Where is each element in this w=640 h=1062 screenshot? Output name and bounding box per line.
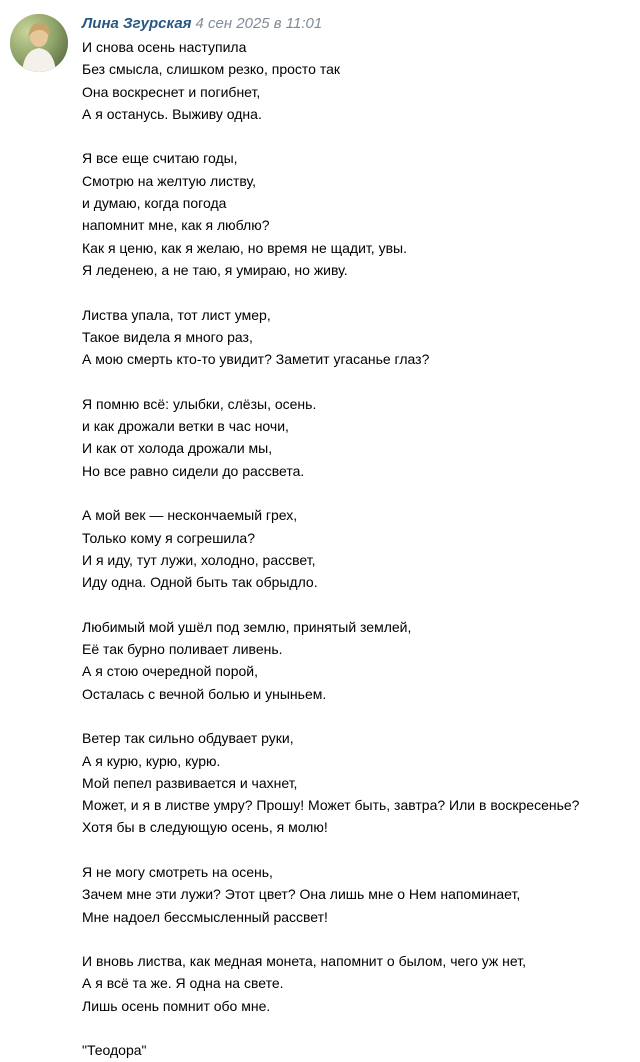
poem-line: и как дрожали ветки в час ночи, xyxy=(82,418,289,435)
poem-line: И снова осень наступила xyxy=(82,39,247,55)
stanza-gap xyxy=(82,839,632,861)
poem-line: напомнит мне, как я люблю? xyxy=(82,217,270,234)
poem-line: Ветер так сильно обдувает руки, xyxy=(82,730,294,747)
poem-line: А я стою очередной порой, xyxy=(82,663,258,680)
poem-line: Мне надоел бессмысленный рассвет! xyxy=(82,908,328,925)
poem-line: Но все равно сидели до рассвета. xyxy=(82,462,305,479)
poem-line: Мой пепел развивается и чахнет, xyxy=(82,774,298,791)
poem-line: Я не могу смотреть на осень, xyxy=(82,863,273,880)
stanza-gap xyxy=(82,705,632,727)
post-date[interactable]: 4 сен 2025 в 11:01 xyxy=(195,15,323,32)
stanza-gap xyxy=(82,370,632,392)
poem-line: Осталась с вечной болью и уныньем. xyxy=(82,685,327,702)
poem-line: "Теодора" xyxy=(82,1042,147,1059)
stanza-gap xyxy=(82,482,632,504)
poem-line: Смотрю на желтую листву, xyxy=(82,172,257,189)
poem-line: А я курю, курю, курю. xyxy=(82,752,221,769)
poem-line: А я останусь. Выживу одна. xyxy=(82,105,262,122)
poem-line: Только кому я согрешила? xyxy=(82,529,255,546)
poem-line: Любимый мой ушёл под землю, принятый землей, xyxy=(82,618,412,635)
poem-line: Зачем мне эти лужи? Этот цвет? Она лишь мне о Нем напоминает, xyxy=(82,886,521,903)
poem-line: И как от холода дрожали мы, xyxy=(82,440,273,457)
stanza-gap xyxy=(82,281,632,303)
poem-line: Я леденею, а не таю, я умираю, но живу. xyxy=(82,261,348,278)
poem-line: Может, и я в листве умру? Прошу! Может быть, завтра? Или в воскресенье? xyxy=(82,797,580,814)
stanza-gap xyxy=(82,125,632,147)
poem-line: Я все еще считаю годы, xyxy=(82,150,238,167)
stanza-gap xyxy=(82,928,632,950)
poem-line: Она воскреснет и погибнет, xyxy=(82,83,261,100)
poem-line: Листва упала, тот лист умер, xyxy=(82,306,271,323)
author-name[interactable]: Лина Згурская xyxy=(82,15,192,32)
poem-line: Я помню всё: улыбки, слёзы, осень. xyxy=(82,395,317,412)
post-text xyxy=(82,36,632,1062)
poem-line: Хотя бы в следующую осень, я молю! xyxy=(82,819,328,836)
avatar-photo xyxy=(10,14,68,72)
poem-line: А я всё та же. Я одна на свете. xyxy=(82,975,284,992)
post-header xyxy=(82,14,322,34)
poem-line: Её так бурно поливает ливень. xyxy=(82,641,283,658)
poem-line: И я иду, тут лужи, холодно, рассвет, xyxy=(82,551,316,568)
poem-line: А мой век — нескончаемый грех, xyxy=(82,507,298,524)
poem-line: Иду одна. Одной быть так обрыдло. xyxy=(82,574,318,591)
poem-line: И вновь листва, как медная монета, напомнит о былом, чего уж нет, xyxy=(82,953,526,970)
poem-line: А мою смерть кто-то увидит? Заметит угасанье глаз? xyxy=(82,351,430,368)
poem-line: Лишь осень помнит обо мне. xyxy=(82,997,271,1014)
avatar[interactable] xyxy=(10,14,68,72)
poem-line: Без смысла, слишком резко, просто так xyxy=(82,61,340,78)
poem-line: и думаю, когда погода xyxy=(82,195,227,212)
stanza-gap xyxy=(82,593,632,615)
stanza-gap xyxy=(82,1017,632,1039)
poem-line: Как я ценю, как я желаю, но время не щадит, увы. xyxy=(82,239,407,256)
poem-line: Такое видела я много раз, xyxy=(82,328,253,345)
